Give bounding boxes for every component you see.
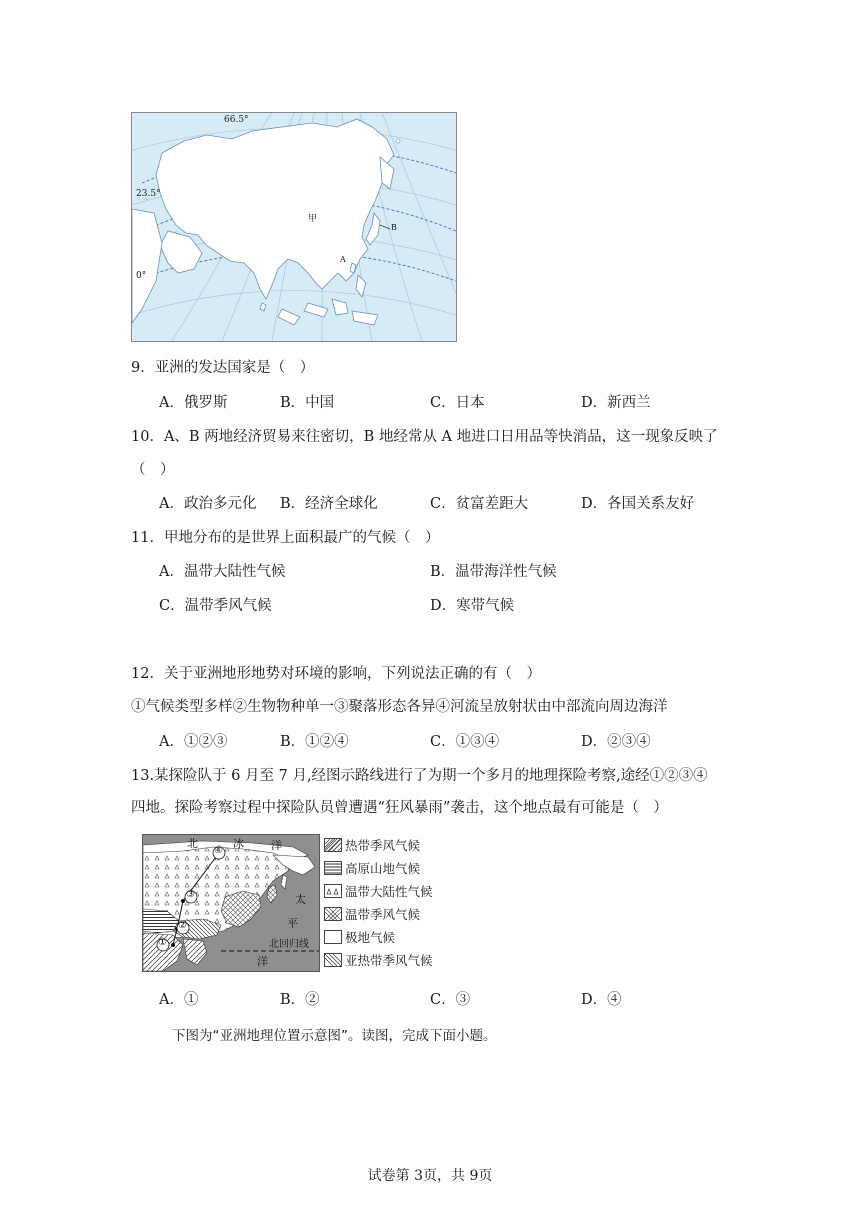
question-12-statement: ①气候类型多样②生物物种单一③聚落形态各异④河流呈放射状由中部流向周边海洋 bbox=[131, 699, 668, 715]
legend-label: 温带季风气候 bbox=[345, 907, 421, 922]
question-9-option-d: D．新西兰 bbox=[581, 395, 651, 411]
lat-label-66-5: 66.5° bbox=[224, 115, 249, 125]
climate-map-graphic bbox=[143, 835, 319, 971]
map2-label-ping: 平 bbox=[287, 917, 298, 930]
question-13-option-c: C．③ bbox=[430, 992, 471, 1008]
question-11-option-c: C．温带季风气候 bbox=[159, 598, 272, 614]
place-label-a: A bbox=[340, 255, 346, 264]
asia-location-map bbox=[131, 112, 457, 342]
legend-label: 亚热带季风气候 bbox=[345, 953, 433, 968]
question-10-option-d: D．各国关系友好 bbox=[581, 496, 695, 512]
legend-item-subtropical-monsoon bbox=[324, 949, 433, 971]
map2-label-tai: 太 bbox=[295, 893, 306, 906]
question-13-option-b: B．② bbox=[280, 992, 320, 1008]
lat-label-0: 0° bbox=[136, 271, 147, 281]
question-11-option-b: B．温带海洋性气候 bbox=[430, 564, 557, 580]
legend-swatch bbox=[324, 861, 342, 875]
map2-label-tropic: 北回归线 bbox=[269, 939, 309, 950]
map2-label-yang-pacific: 洋 bbox=[257, 955, 268, 968]
legend-label: 极地气候 bbox=[345, 930, 396, 945]
question-10-stem: 10．A、B 两地经济贸易来往密切，B 地经常从 A 地进口日用品等快消品，这一现象反映了 bbox=[131, 429, 718, 445]
question-9-stem: 9．亚洲的发达国家是（ ） bbox=[131, 360, 315, 376]
question-10-option-a: A．政治多元化 bbox=[159, 496, 257, 512]
question-12-stem: 12．关于亚洲地形地势对环境的影响，下列说法正确的有（ ） bbox=[131, 666, 541, 682]
place-label-b: B bbox=[391, 223, 397, 232]
question-11-option-a: A．温带大陆性气候 bbox=[159, 564, 286, 580]
lat-label-23-5: 23.5° bbox=[136, 189, 161, 199]
route-point-4: ④ bbox=[214, 845, 223, 856]
question-13-stem-cont: 四地。探险考察过程中探险队员曾遭遇“狂风暴雨”袭击，这个地点最有可能是（ ） bbox=[131, 800, 668, 816]
place-label-jia: 甲 bbox=[308, 214, 318, 224]
legend-swatch bbox=[324, 838, 342, 852]
question-10-option-c: C．贫富差距大 bbox=[430, 496, 529, 512]
route-point-3: ③ bbox=[186, 889, 195, 900]
asia-map-graphic bbox=[132, 113, 456, 341]
route-point-2: ② bbox=[178, 920, 187, 931]
climate-route-map bbox=[142, 834, 320, 972]
legend-label: 温带大陆性气候 bbox=[345, 884, 433, 899]
question-13-option-d: D．④ bbox=[581, 992, 622, 1008]
question-10-option-b: B．经济全球化 bbox=[280, 496, 378, 512]
question-13-option-a: A．① bbox=[159, 992, 199, 1008]
question-12-option-a: A．①②③ bbox=[159, 734, 228, 750]
legend-swatch bbox=[324, 884, 342, 898]
question-11-stem: 11．甲地分布的是世界上面积最广的气候（ ） bbox=[131, 530, 440, 546]
legend-label: 热带季风气候 bbox=[345, 838, 421, 853]
legend-item-tropical-monsoon bbox=[324, 834, 420, 856]
legend-swatch bbox=[324, 953, 342, 967]
question-9-option-c: C．日本 bbox=[430, 395, 485, 411]
question-13-stem: 13.某探险队于 6 月至 7 月,经图示路线进行了为期一个多月的地理探险考察,途经①②③④ bbox=[131, 768, 708, 784]
question-12-option-c: C．①③④ bbox=[430, 734, 500, 750]
question-9-option-b: B．中国 bbox=[280, 395, 335, 411]
page-footer: 试卷第 3页，共 9页 bbox=[367, 1168, 493, 1184]
legend-swatch bbox=[324, 930, 342, 944]
legend-item-polar bbox=[324, 926, 395, 948]
legend-label: 高原山地气候 bbox=[345, 861, 421, 876]
question-12-option-d: D．②③④ bbox=[581, 734, 651, 750]
question-10-stem-cont: （ ） bbox=[131, 462, 175, 478]
next-group-intro: 下图为“亚洲地理位置示意图”。读图，完成下面小题。 bbox=[172, 1028, 497, 1044]
question-11-option-d: D．寒带气候 bbox=[430, 598, 515, 614]
question-12-option-b: B．①②④ bbox=[280, 734, 349, 750]
map2-label-bei: 北 bbox=[187, 837, 198, 850]
map2-label-bing: 冰 bbox=[233, 837, 244, 850]
map2-label-yang-north: 洋 bbox=[271, 839, 282, 852]
legend-item-temperate-monsoon bbox=[324, 903, 420, 925]
legend-item-temperate-continental bbox=[324, 880, 433, 902]
route-point-1: ① bbox=[158, 937, 167, 948]
question-9-option-a: A．俄罗斯 bbox=[159, 395, 228, 411]
legend-swatch bbox=[324, 907, 342, 921]
climate-legend bbox=[324, 834, 464, 974]
legend-item-plateau bbox=[324, 857, 420, 879]
